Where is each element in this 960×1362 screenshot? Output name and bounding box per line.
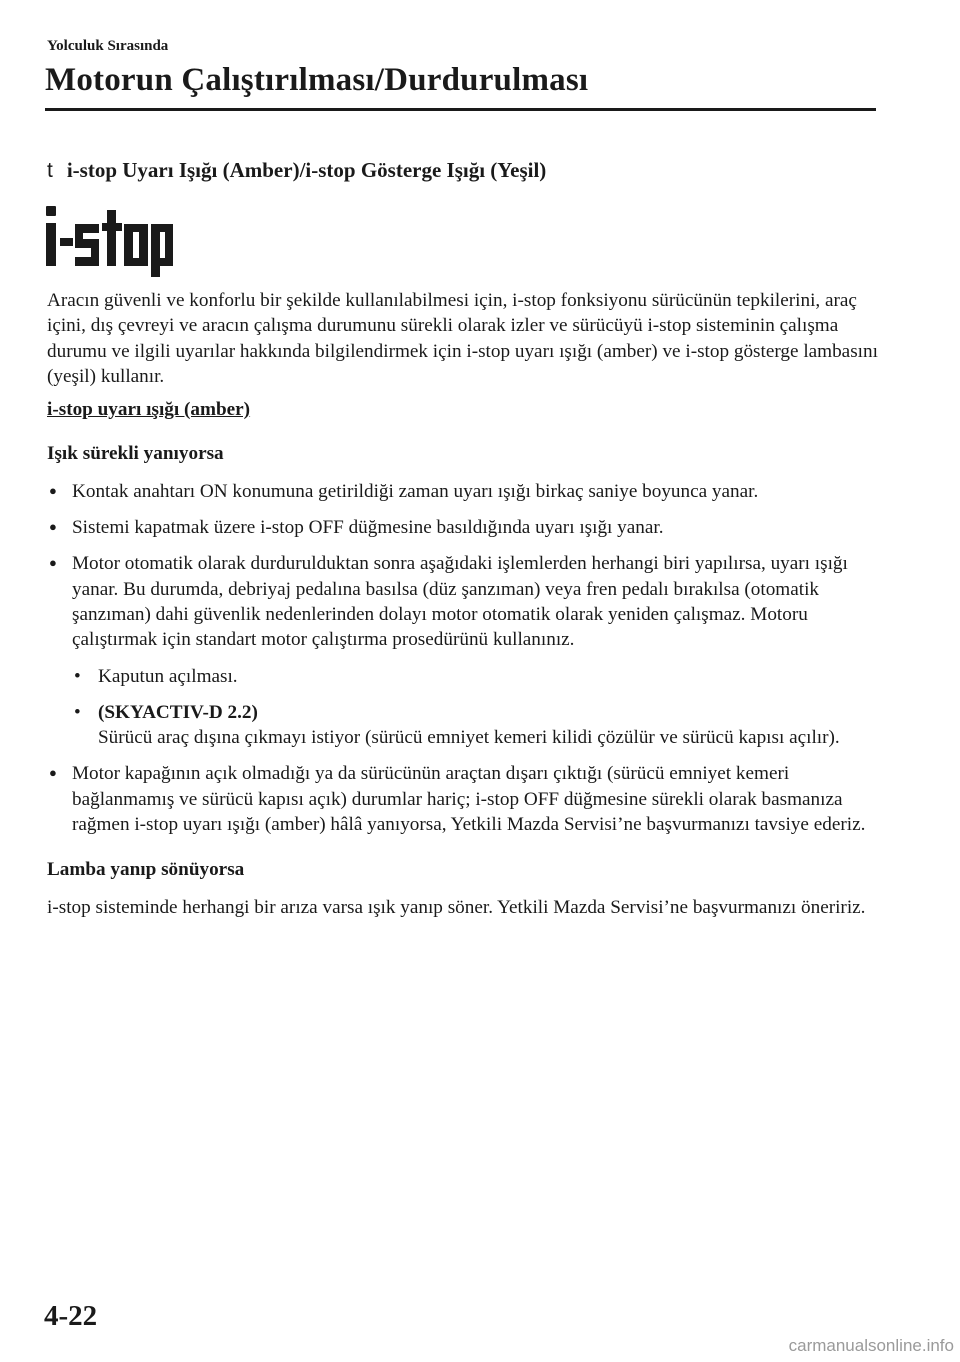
section-marker: t [47, 159, 53, 182]
sub-list [72, 664, 882, 751]
page-number: 4-22 [44, 1300, 98, 1332]
sub-list-item-text: Kaputun açılması. [98, 665, 238, 687]
title-rule [45, 108, 876, 111]
running-head: Yolculuk Sırasında [47, 38, 169, 54]
body-content [47, 288, 882, 920]
list-item: ● Kontak anahtarı ON konumuna getirildiği zaman uyarı ışığı birkaç saniye boyunca yanar. [47, 479, 882, 504]
section-heading [47, 158, 546, 183]
amber-light-subheading: i-stop uyarı ışığı (amber) [47, 399, 251, 421]
sub-list-item [72, 700, 882, 751]
list-item: ● Motor kapağının açık olmadığı ya da sürücünün araçtan dışarı çıktığı (sürücü emniyet kemeri bağlanmamış ve sürücü kapısı açık) durumlar hariç; i-stop OFF düğmesine sürekli olarak basmanıza rağmen i-stop uyarı ışığı (amber) hâlâ yanıyorsa, Yetkili Mazda Servisi’ne başvurmanızı tavsiye ederiz. [47, 761, 882, 837]
section-heading-text: i-stop Uyarı Işığı (Amber)/i-stop Gösterge Işığı (Yeşil) [66, 158, 547, 182]
sub-list-item-text: Sürücü araç dışına çıkmayı istiyor (sürücü emniyet kemeri kilidi çözülür ve sürücü kapısı açılır). [98, 727, 840, 749]
steady-on-list [47, 479, 882, 838]
steady-on-title: Işık sürekli yanıyorsa [47, 443, 224, 465]
flashing-paragraph: i-stop sisteminde herhangi bir arıza varsa ışık yanıp söner. Yetkili Mazda Servisi’ne başvurmanızı öneririz. [47, 896, 866, 918]
intro-paragraph: Aracın güvenli ve konforlu bir şekilde kullanılabilmesi için, i-stop fonksiyonu sürücünün tepkilerini, araç içini, dış çevreyi ve aracın çalışma durumunu sürekli olarak izler ve sürücüyü i-stop sisteminin çalışma durumu ve ilgili uyarılar hakkında bilgilendirmek için i-stop uyarı ışığı (amber) ve i-stop gösterge lambasını (yeşil) kullanır. [47, 290, 878, 387]
list-item: ● Sistemi kapatmak üzere i-stop OFF düğmesine basıldığında uyarı ışığı yanar. [47, 515, 882, 540]
i-stop-indicator-icon [44, 200, 174, 278]
watermark: carmanualsonline.info [788, 1336, 954, 1355]
chapter-title: Motorun Çalıştırılması/Durdurulması [45, 62, 589, 98]
flashing-title: Lamba yanıp sönüyorsa [47, 859, 245, 881]
sub-list-item [72, 664, 882, 689]
list-item [47, 551, 882, 750]
list-item-text: Motor otomatik olarak durdurulduktan sonra aşağıdaki işlemlerden herhangi biri yapılırsa, uyarı ışığı yanar. Bu durumda, debriyaj pedalına basılsa (düz şanzıman) veya fren pedalı bırakılsa (otomatik şanzıman) dahi güvenlik nedenlerinden dolayı motor otomatik olarak yeniden çalışmaz. Motoru çalıştırmak için standart motor çalıştırma prosedürünü kullanınız. [72, 553, 848, 651]
engine-variant-tag: • (SKYACTIV-D 2.2) [98, 701, 258, 723]
